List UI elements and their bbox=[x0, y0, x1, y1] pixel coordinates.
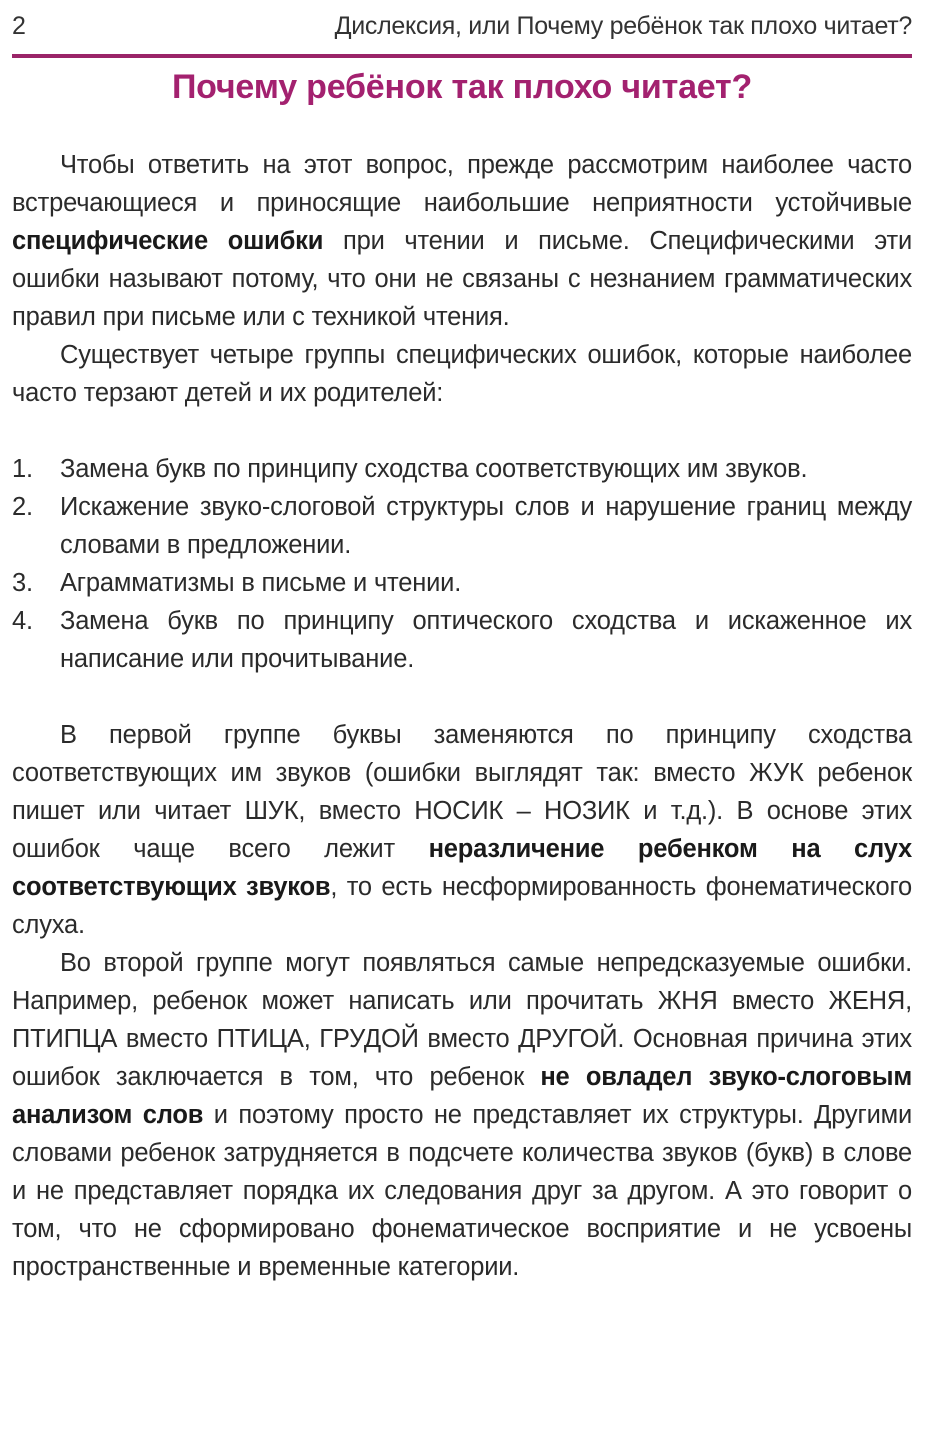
emphasis: не овладел звуко-слоговым анализом слов bbox=[12, 1063, 912, 1129]
chapter-title: Почему ребёнок так плохо читает? bbox=[171, 68, 753, 106]
list-text: Искажение звуко-слоговой структуры слов и нарушение границ между словами в предложении. bbox=[60, 493, 912, 559]
list-text: Замена букв по принципу сходства соответствующих им звуков. bbox=[60, 455, 808, 483]
text-run: Чтобы ответить на этот вопрос, прежде рассмотрим наиболее часто встречающиеся и приносящие наибольшие неприятности устойчивые bbox=[12, 151, 912, 217]
text-run: и поэтому просто не представляет их структуры. Другими словами ребенок затрудняется в подсчете количества звуков (букв) в слове и не представляет порядка их следования друг за другом. А это говорит о том, что не сформировано фонематическое восприятие и не усвоены пространственные и временные категории. bbox=[12, 1101, 912, 1281]
list-number: 4. bbox=[12, 607, 33, 635]
page-number: 2 bbox=[12, 12, 26, 40]
paragraph-intro bbox=[12, 146, 912, 336]
list-item bbox=[12, 450, 912, 488]
list-text: Аграмматизмы в письме и чтении. bbox=[60, 569, 462, 597]
header-rule bbox=[12, 54, 912, 58]
text-run: при чтении и письме. Специфическими эти ошибки называют потому, что они не связаны с незнанием грамматических правил при письме или с техникой чтения. bbox=[12, 227, 912, 331]
list-number: 1. bbox=[12, 455, 33, 483]
paragraph-group-one bbox=[12, 716, 912, 944]
text-run: , то есть несформированность фонематического слуха. bbox=[12, 873, 912, 939]
emphasis: неразличение ребенком на слух соответствующих звуков bbox=[12, 835, 912, 901]
body-text bbox=[12, 146, 912, 1286]
text-run: В первой группе буквы заменяются по принципу сходства соответствующих им звуков (ошибки выглядят так: вместо ЖУК ребенок пишет или читает ШУК, вместо НОСИК – НОЗИК и т.д.). В основе этих ошибок чаще всего лежит bbox=[12, 721, 912, 863]
list-item bbox=[12, 602, 912, 678]
text-run: Во второй группе могут появляться самые непредсказуемые ошибки. Например, ребенок может написать или прочитать ЖНЯ вместо ЖЕНЯ, ПТИПЦА вместо ПТИЦА, ГРУДОЙ вместо ДРУГОЙ. Основная причина этих ошибок заключается в том, что ребенок bbox=[12, 949, 912, 1091]
list-item bbox=[12, 564, 912, 602]
paragraph-group-two bbox=[12, 944, 912, 1286]
list-item bbox=[12, 488, 912, 564]
running-head bbox=[12, 6, 912, 46]
paragraph-groups: Существует четыре группы специфических ошибок, которые наиболее часто терзают детей и их родителей: bbox=[12, 341, 912, 407]
error-groups-list bbox=[12, 450, 912, 678]
list-text: Замена букв по принципу оптического сходства и искаженное их написание или прочитывание. bbox=[60, 607, 912, 673]
running-title: Дислексия, или Почему ребёнок так плохо читает? bbox=[334, 12, 912, 40]
list-number: 3. bbox=[12, 569, 33, 597]
emphasis: специфические ошибки bbox=[12, 227, 324, 255]
list-number: 2. bbox=[12, 493, 33, 521]
